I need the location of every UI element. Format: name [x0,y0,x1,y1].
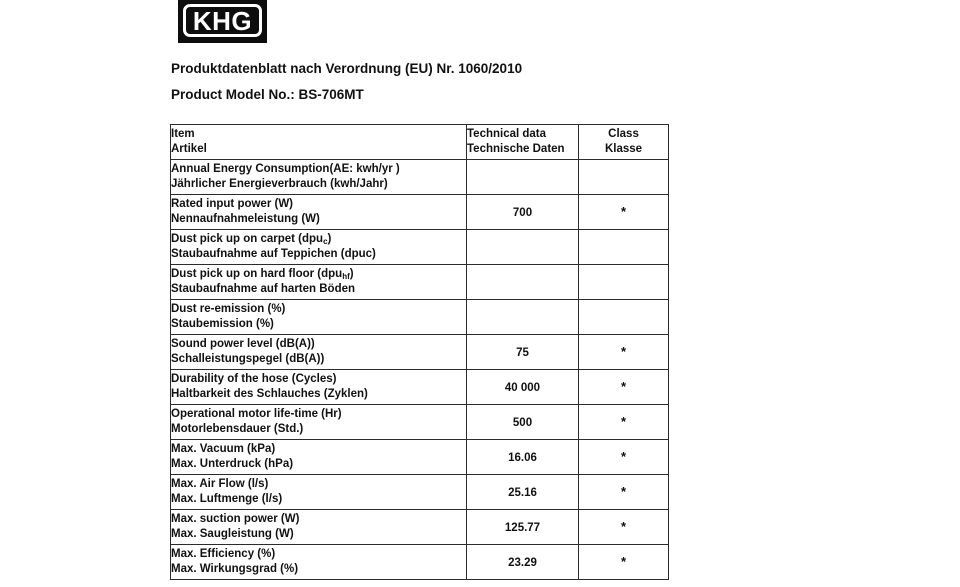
row-class-marker: * [620,203,627,219]
row-class-cell [579,405,669,440]
row-label-cell [171,195,467,230]
row-class-marker: * [620,553,627,569]
header-item-de: Artikel [171,143,207,155]
header-cell-class [579,125,669,160]
row-label-en: Dust re-emission (%) [171,303,286,315]
row-label-cell [171,405,467,440]
table-body [171,125,669,580]
row-class-cell [579,230,669,265]
row-label-de: Nennaufnahmeleistung (W) [171,213,320,225]
row-label-cell [171,300,467,335]
table-row [171,300,669,335]
row-label-cell [171,230,467,265]
table-row [171,335,669,370]
header-class-en: Class [608,128,639,140]
row-label-cell [171,475,467,510]
row-label-en-pre: Dust pick up on hard floor (dpu [171,268,343,280]
row-label-en-post: ) [327,233,332,245]
row-class-cell [579,475,669,510]
row-class-cell [579,510,669,545]
row-class-cell [579,160,669,195]
row-value-cell [467,230,579,265]
row-value-cell [467,510,579,545]
row-class-cell [579,370,669,405]
row-label-de: Schalleistungspegel (dB(A)) [171,353,325,365]
row-label-de: Max. Wirkungsgrad (%) [171,563,299,575]
row-label-en: Max. Vacuum (kPa) [171,443,276,455]
row-value-cell [467,265,579,300]
row-label-en: Rated input power (W) [171,198,294,210]
header-data-de: Technische Daten [467,143,565,155]
row-label-en: Max. Efficiency (%) [171,548,276,560]
row-class-cell [579,300,669,335]
row-value: 23.29 [508,557,537,569]
row-label-en: Operational motor life-time (Hr) [171,408,342,420]
row-label-de: Jährlicher Energieverbrauch (kwh/Jahr) [171,178,388,190]
regulation-title: Produktdatenblatt nach Verordnung (EU) Nr. 1060/2010 [171,61,523,76]
row-value-cell [467,405,579,440]
row-label-en [171,267,466,282]
row-label-cell [171,335,467,370]
table-row [171,370,669,405]
row-value: 16.06 [508,452,537,464]
row-label-de: Staubaufnahme auf harten Böden [171,283,356,295]
row-label-en-post: ) [349,268,354,280]
row-label-en: Sound power level (dB(A)) [171,338,315,350]
row-value-cell [467,335,579,370]
row-label-de: Max. Luftmenge (l/s) [171,493,283,505]
row-value-cell [467,160,579,195]
row-label-subscript: hf [342,272,350,281]
row-label-cell [171,160,467,195]
row-value-cell [467,300,579,335]
row-class-marker: * [620,413,627,429]
product-model-line: Product Model No.: BS-706MT [171,87,364,102]
row-value: 40 000 [504,382,541,394]
header-class-de: Klasse [604,143,643,155]
header-item-en: Item [171,128,195,140]
row-label-cell [171,265,467,300]
row-value: 25.16 [508,487,537,499]
row-label-de: Motorlebensdauer (Std.) [171,423,304,435]
row-class-cell [579,545,669,580]
row-class-cell [579,195,669,230]
row-value-cell [467,545,579,580]
row-value-cell [467,440,579,475]
row-class-marker: * [620,343,627,359]
row-label-en [171,232,466,247]
table-row [171,160,669,195]
table-row [171,230,669,265]
row-label-de: Staubemission (%) [171,318,274,330]
header-cell-technical-data [467,125,579,160]
table-header-row [171,125,669,160]
khg-brand-logo [178,0,267,43]
table-row [171,545,669,580]
table-row [171,195,669,230]
row-value: 500 [512,417,533,429]
table-row [171,510,669,545]
row-class-marker: * [620,378,627,394]
row-label-de: Max. Saugleistung (W) [171,528,294,540]
row-label-de: Max. Unterdruck (hPa) [171,458,294,470]
row-value: 75 [516,347,529,359]
row-value-cell [467,195,579,230]
row-label-en: Max. suction power (W) [171,513,300,525]
header-data-en: Technical data [467,128,547,140]
row-label-cell [171,510,467,545]
row-label-en: Max. Air Flow (l/s) [171,478,269,490]
row-class-cell [579,265,669,300]
row-class-marker: * [620,483,627,499]
table-row [171,475,669,510]
technical-data-table [170,124,669,580]
row-label-en: Annual Energy Consumption(AE: kwh/yr ) [171,163,400,175]
table-row [171,265,669,300]
row-label-de: Staubaufnahme auf Teppichen (dpuc) [171,248,376,260]
logo-text: KHG [192,5,253,36]
row-label-de: Haltbarkeit des Schlauches (Zyklen) [171,388,368,400]
row-class-cell [579,440,669,475]
row-class-marker: * [620,518,627,534]
row-label-cell [171,370,467,405]
row-value: 125.77 [504,522,541,534]
row-label-en-pre: Dust pick up on carpet (dpu [171,233,324,245]
row-label-subscript: c [323,237,328,246]
row-label-cell [171,440,467,475]
row-value-cell [467,475,579,510]
row-label-cell [171,545,467,580]
row-value-cell [467,370,579,405]
row-label-en: Durability of the hose (Cycles) [171,373,337,385]
row-class-marker: * [620,448,627,464]
row-class-cell [579,335,669,370]
header-cell-item [171,125,467,160]
row-value: 700 [512,207,533,219]
table-row [171,440,669,475]
document-headings [171,56,871,108]
table-row [171,405,669,440]
